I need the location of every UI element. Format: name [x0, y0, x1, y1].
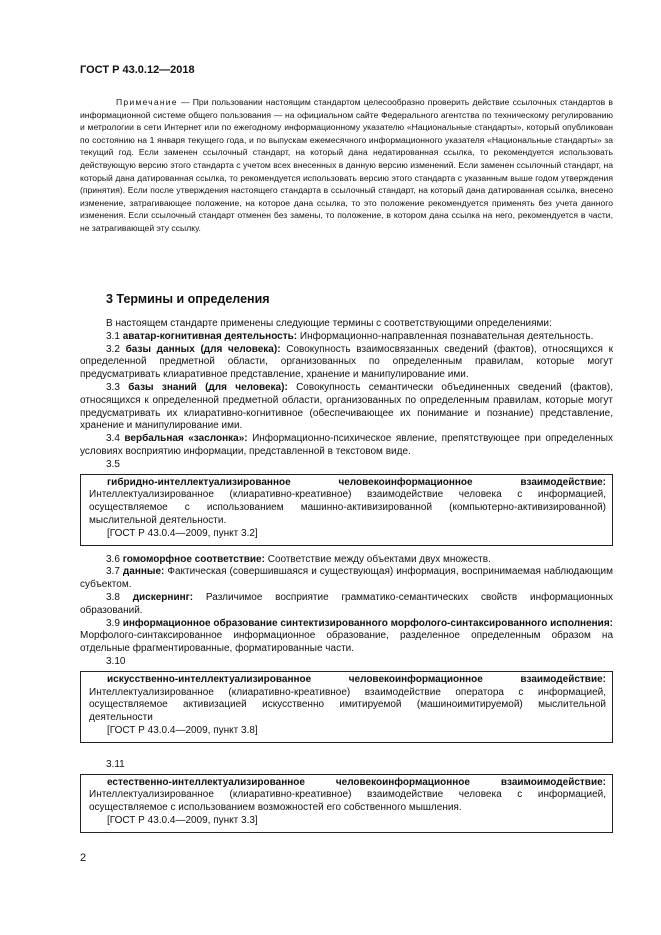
term-definition: Фактическая (совершившаяся и существующая) информация, воспринимаемая наблюдающим субъектом. — [80, 566, 613, 591]
term-name: базы данных (для человека): — [125, 343, 281, 355]
term-entry — [80, 331, 613, 344]
term-reference: [ГОСТ Р 43.0.4—2009, пункт 3.2] — [107, 527, 258, 539]
term-definition: Соответствие между объектами двух множеств. — [264, 553, 491, 565]
term-number: 3.5 — [106, 458, 120, 470]
term-name: аватар-когнитивная деятельность: — [122, 330, 298, 342]
section-title: 3 Термины и определения — [106, 292, 270, 306]
term-definition: Совокупность взаимосвязанных сведений (фактов), относящихся к определенной предметной области, организованных по определенным правилам, которые могут предусматривать клиаративное представление, хранение и манипулирование ими. — [80, 343, 613, 381]
term-definition: Информационно-направленная познавательная деятельность. — [297, 330, 594, 342]
term-definition: Интеллектуализированное (клиаративно-креативное) взаимодействие человека с информацией, осуществляемое с использованием возможностей его собственного мышления. — [89, 789, 606, 814]
term-name: гомоморфное соответствие: — [122, 553, 265, 565]
quoted-term-box — [80, 774, 613, 833]
term-entry — [80, 433, 613, 459]
term-entry — [80, 566, 613, 592]
term-number: 3.9 — [106, 617, 120, 629]
term-definition: Совокупность семантически объединенных сведений (фактов), относящихся к определенной предметной области, организованных по определенным правилам, которые могут предусматривать их клиаративно-когнитивное (обеспечивающее их понимание и познание) представление, хранение и манипулирование ими. — [80, 381, 614, 432]
note-text: — При пользовании настоящим стандартом целесообразно проверить действие ссылочных стандартов в информационной системе общего пользования — на официальном сайте Федерального агентства по техническому регулированию и метрологии в сети Интернет или по ежегодному информационному указателю «Национальные стандарты», который опубликован по состоянию на 1 января текущего года, и по выпускам ежемесячного информационного указателя «Национальные стандарты» за текущий год. Если заменен ссылочный стандарт, на который дана недатированная ссылка, то рекомендуется использовать действующую версию этого стандарта с учетом всех внесенных в данную версию изменений. Если заменен ссылочный стандарт, на который дана датированная ссылка, то рекомендуется использовать версию этого стандарта с указанным выше годом утверждения (принятия). Если после утверждения настоящего стандарта в ссылочный стандарт, на который дана датированная ссылка, внесено изменение, затрагивающее положение, на которое дана ссылка, то это положение рекомендуется применять без учета данного изменения. Если ссылочный стандарт отменен без замены, то положение, в котором дана ссылка на него, рекомендуется в части, не затрагивающей эту ссылку. — [80, 97, 613, 233]
term-number: 3.10 — [106, 655, 126, 667]
term-name: базы знаний (для человека): — [128, 381, 288, 393]
term-name: искусственно-интеллектуализированное человекоинформационное взаимодействие: — [107, 673, 606, 685]
term-definition: Различимое восприятие грамматико-семантических свойств информационных образований. — [80, 591, 614, 616]
term-reference: [ГОСТ Р 43.0.4—2009, пункт 3.3] — [107, 814, 258, 826]
page-number: 2 — [80, 852, 87, 864]
term-name: данные: — [122, 566, 165, 578]
term-number: 3.7 — [106, 566, 120, 578]
term-name: естественно-интеллектуализированное человекоинформационное взаимоимодействие: — [107, 776, 606, 788]
term-entry — [80, 382, 613, 433]
term-name: вербальная «заслонка»: — [124, 433, 248, 445]
term-number: 3.4 — [106, 433, 120, 445]
term-entry — [80, 554, 613, 567]
term-definition: Информационно-психическое явление, препятствующее при определенных условиях восприятию информации, представленной в текстовом виде. — [80, 433, 613, 457]
term-definition: Интеллектуализированное (клиаративно-креативное) взаимодействие человека с информацией, осуществляемое с использованием машинно-активизированной (компьютерно-активизированной) мыслительной деятельности. — [89, 489, 606, 526]
term-number: 3.11 — [106, 758, 125, 770]
term-name: информационное образование синтектизированного морфолого-синтаксированного исполнения: — [122, 617, 613, 629]
term-entry — [80, 344, 613, 382]
note-label: Примечание — [116, 97, 178, 107]
term-number: 3.1 — [106, 330, 120, 342]
term-entry — [80, 618, 613, 656]
term-number: 3.3 — [106, 381, 120, 393]
document-code-header: ГОСТ Р 43.0.12—2018 — [80, 64, 195, 76]
term-number: 3.6 — [106, 553, 120, 565]
term-entry — [80, 592, 613, 618]
term-definition: Морфолого-синтаксированное информационное образование, разделенное определенным образом на отдельные фрагментированные, форматированные части. — [80, 630, 613, 655]
term-number: 3.2 — [106, 343, 120, 355]
terms-section — [80, 318, 613, 841]
section-intro: В настоящем стандарте применены следующие термины с соответствующими определениями: — [106, 318, 552, 329]
term-name: дискернинг: — [132, 591, 194, 603]
term-name: гибридно-интеллектуализированное человекоинформационное взаимодействие: — [107, 476, 606, 488]
term-number: 3.8 — [106, 591, 120, 603]
term-reference: [ГОСТ Р 43.0.4—2009, пункт 3.8] — [107, 724, 258, 736]
quoted-term-box — [80, 671, 613, 743]
reference-note — [80, 96, 613, 235]
term-definition: Интеллектуализированное (клиаративно-креативное) взаимодействие оператора с информацией, осуществляемое активизацией искусственно имитируемой (машиноимитируемой) мыслительной деятельности — [89, 686, 606, 724]
quoted-term-box — [80, 474, 613, 546]
